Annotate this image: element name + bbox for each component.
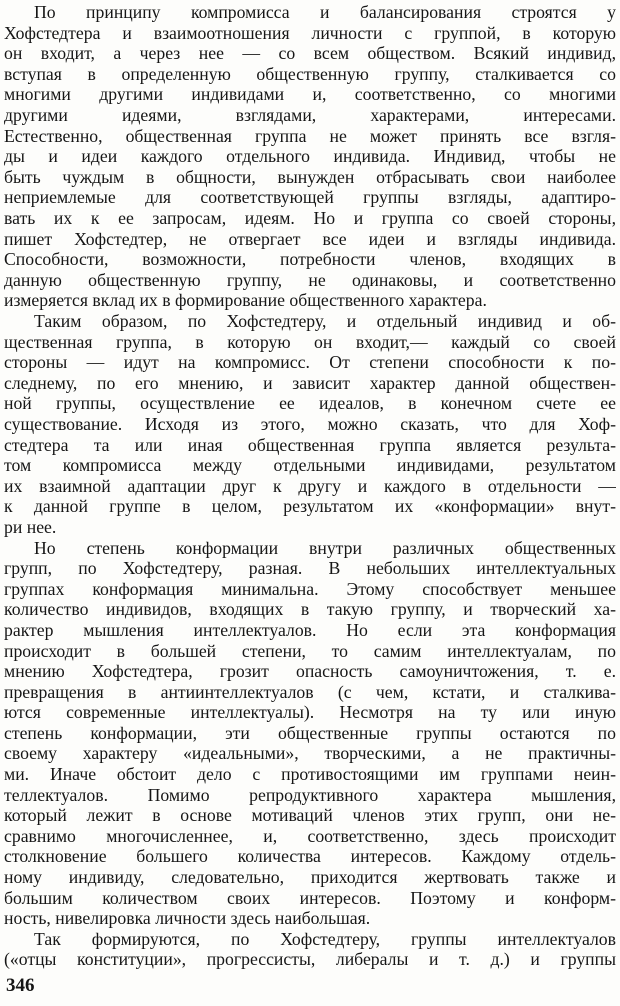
text-line: пишет Хофстедтер, не отвергает все идеи и взгляды индивида. bbox=[4, 228, 616, 249]
text-line: Так формируются, по Хофстедтеру, группы интеллектуалов bbox=[34, 928, 616, 949]
text-line: их взаимной адаптации друг к другу и каждого в отдельности — bbox=[4, 475, 616, 496]
text-line: следнему, по его мнению, и зависит характер данной обществен- bbox=[4, 372, 616, 393]
text-line: он входит, а через нее — со всем обществом. Всякий индивид, bbox=[4, 43, 616, 64]
text-line: ды и идеи каждого отдельного индивида. Индивид, чтобы не bbox=[4, 146, 616, 167]
text-line: ри нее. bbox=[4, 516, 57, 537]
text-line: ной группы, осуществление ее идеалов, в конечном счете ее bbox=[4, 393, 616, 414]
text-line: своему характеру «идеальными», творческими, а не практичны- bbox=[4, 743, 616, 764]
text-line: превращения в антиинтеллектуалов (с чем, кстати, и сталкива- bbox=[4, 681, 616, 702]
text-line: групп, по Хофстедтеру, разная. В небольших интеллектуальных bbox=[4, 558, 616, 579]
text-line: ному индивиду, следовательно, приходится жертвовать также и bbox=[4, 867, 616, 887]
text-line: ются современные интеллектуалы). Несмотря на ту или иную bbox=[4, 702, 616, 723]
text-line: быть чуждым в общности, вынужден отбрасывать свои наиболее bbox=[4, 166, 616, 187]
page-number: 346 bbox=[6, 975, 35, 996]
text-line: который лежит в основе мотиваций членов этих групп, они не- bbox=[4, 805, 616, 826]
text-line: Естественно, общественная группа не может принять все взгля- bbox=[4, 125, 616, 146]
text-line: степень конформации, эти общественные группы остаются по bbox=[4, 722, 616, 743]
text-line: количество индивидов, входящих в такую группу, и творческий ха- bbox=[4, 599, 616, 620]
text-line: теллектуалов. Помимо репродуктивного характера мышления, bbox=[4, 784, 616, 805]
text-line: группах конформация минимальна. Этому способствует меньшее bbox=[4, 578, 616, 599]
text-line: рактер мышления интеллектуалов. Но если эта конформация bbox=[4, 619, 616, 640]
text-line: существование. Исходя из этого, можно сказать, что для Хоф- bbox=[4, 413, 616, 434]
text-line: щественная группа, в которую он входит,— каждый со своей bbox=[4, 331, 616, 352]
text-line: («отцы конституции», прогрессисты, либералы и т. д.) и группы bbox=[4, 949, 616, 970]
text-line: Хофстедтера и взаимоотношения личности с группой, в которую bbox=[4, 22, 616, 43]
text-line: к данной группе в целом, результатом их «конформации» внут- bbox=[4, 496, 616, 517]
text-line: Способности, возможности, потребности членов, входящих в bbox=[4, 249, 616, 270]
text-line: ми. Иначе обстоит дело с противостоящими им группами неин- bbox=[4, 764, 616, 784]
text-line: мнению Хофстедтера, грозит опасность самоуничтожения, т. е. bbox=[4, 661, 616, 682]
text-line: сравнимо многочисленнее, и, соответственно, здесь происходит bbox=[4, 825, 616, 846]
text-line: Но степень конформации внутри различных общественных bbox=[34, 537, 616, 558]
text-line: неприемлемые для соответствующей группы взгляды, адаптиро- bbox=[4, 187, 616, 208]
text-line: Таким образом, по Хофстедтеру, и отдельный индивид и об- bbox=[34, 310, 616, 331]
text-line: происходит в большей степени, то самим интеллектуалам, по bbox=[4, 640, 616, 661]
text-line: том компромисса между отдельными индивидами, результатом bbox=[4, 455, 616, 476]
text-line: ность, нивелировка личности здесь наибольшая. bbox=[4, 908, 371, 929]
text-line: многими другими индивидами и, соответственно, со многими bbox=[4, 84, 616, 105]
text-line: стороны — идут на компромисс. От степени способности к по- bbox=[4, 352, 616, 373]
text-line: другими идеями, взглядами, характерами, интересами. bbox=[4, 105, 616, 125]
text-line: большим количеством своих интересов. Поэтому и конформ- bbox=[4, 887, 616, 908]
text-line: вать их к ее запросам, идеям. Но и группа со своей стороны, bbox=[4, 208, 616, 228]
text-line: вступая в определенную общественную группу, сталкивается со bbox=[4, 63, 616, 84]
text-line: стедтера та или иная общественная группа является результа- bbox=[4, 434, 616, 455]
text-line: данную общественную группу, не одинаковы, и соответственно bbox=[4, 269, 616, 290]
text-line: столкновение большего количества интересов. Каждому отдель- bbox=[4, 846, 616, 867]
text-line: измеряется вклад их в формирование общественного характера. bbox=[4, 290, 487, 311]
text-line: По принципу компромисса и балансирования строятся у bbox=[34, 2, 616, 22]
